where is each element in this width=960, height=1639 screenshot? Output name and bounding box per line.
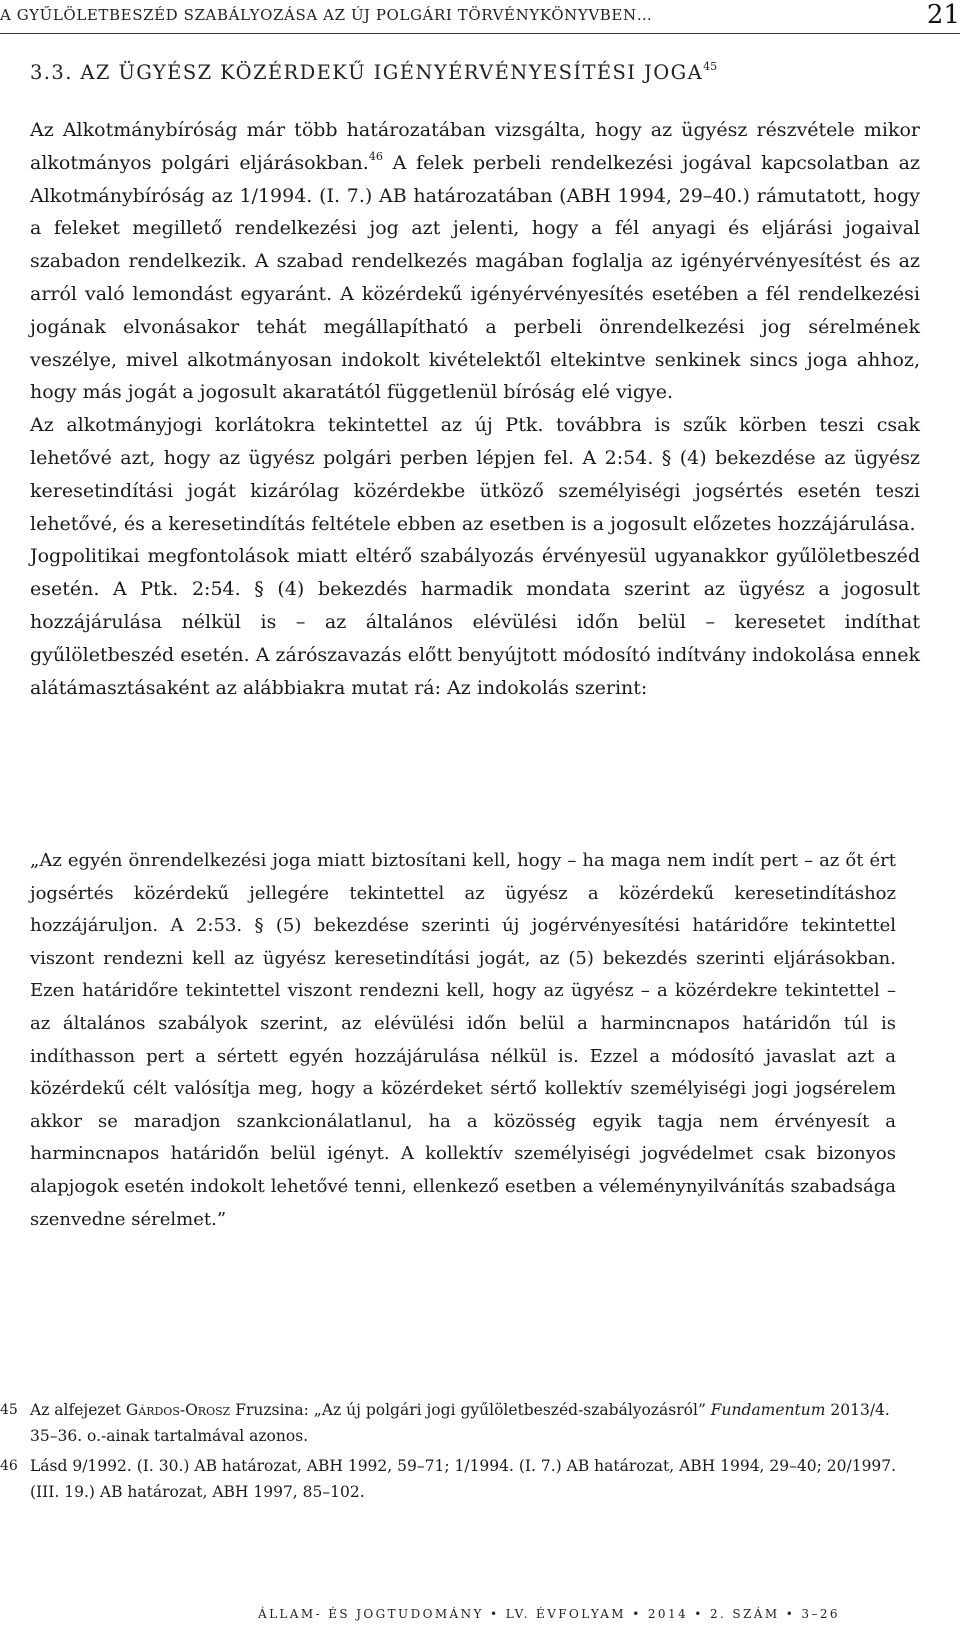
paragraph-3: Jogpolitikai megfontolások miatt eltérő szabályozás érvényesül ugyanakkor gyűlöletbeszéd esetén. A Ptk. 2:54. § (4) bekezdés harmadik mondata szerint az ügyész a jogosult hozzájárulása nélkül is – az általános elévülési időn belül – keresetet indíthat gyűlöletbeszéd esetén. A zárószavazás előtt benyújtott módosító indítvány indokolása ennek alátámasztásaként az alábbiakra mutat rá: Az indokolás szerint: [30, 545, 920, 699]
paragraph-2: Az alkotmányjogi korlátokra tekintettel az új Ptk. továbbra is szűk körben teszi csak lehetővé azt, hogy az ügyész polgári perben lépjen fel. A 2:54. § (4) bekezdése az ügyész keresetindítási jogát kizárólag közérdekbe ütköző személyiségi jogsértés esetén teszi lehetővé, és a keresetindítás feltétele ebben az esetben is a jogosult előzetes hozzájárulása. [30, 414, 920, 535]
footnote-ref-46[interactable]: 46 [368, 149, 383, 163]
footnote-number: 45 [0, 1402, 18, 1418]
footnotes [0, 1398, 920, 1510]
footnote-45-journal: Fundamentum [710, 1401, 826, 1419]
footnote-46 [0, 1454, 920, 1505]
footnote-ref-45[interactable]: 45 [703, 60, 718, 73]
footnote-text: Lásd 9/1992. (I. 30.) AB határozat, ABH 1992, 59–71; 1/1994. (I. 7.) AB határozat, ABH 1994, 29–40; 20/1997. (III. 19.) AB határozat, ABH 1997, 85–102. [30, 1457, 897, 1501]
footnote-text [30, 1398, 920, 1449]
page-header [0, 0, 960, 40]
quote-text: „Az egyén önrendelkezési joga miatt biztosítani kell, hogy – ha maga nem indít pert – az őt ért jogsértés közérdekű jellegére tekintettel az ügyész a közérdekű keresetindításhoz hozzájáruljon. A 2:53. § (5) bekezdése szerinti új jogérvényesítési határidőre tekintettel viszont rendezni kell az ügyész keresetindítási jogát, az (5) bekezdés szerinti eljárásokban. Ezen határidőre tekintettel viszont rendezni kell, hogy az ügyész – a közérdekre tekintettel – az általános szabályok szerint, az elévülési időn belül a harmincnapos határidőn túl is indíthasson pert a sértett egyén hozzájárulása nélkül is. Ezzel a módosító javaslat azt a közérdekű célt valósítja meg, hogy a közérdeket sértő kollektív személyiségi jogi jogsérelem akkor se maradjon szankcionálatlanul, ha a közösség egyik tagja nem érvényesít a harmincnapos határidőn belül igényt. A kollektív személyiségi jogvédelmet csak bizonyos alapjogok esetén indokolt lehetővé tenni, ellenkező esetben a véleménynyilvánítás szabadsága szenvedne sérelmet.” [30, 850, 896, 1230]
footnote-45 [0, 1398, 920, 1449]
section-heading [30, 60, 717, 84]
footnote-45-pre: Az alfejezet [30, 1401, 126, 1419]
paragraph-1 [30, 114, 920, 409]
page-footer: ÁLLAM- ÉS JOGTUDOMÁNY • LV. ÉVFOLYAM • 2014 • 2. SZÁM • 3–26 [258, 1607, 840, 1621]
paragraph-1-part-a: Az Alkotmánybíróság már több határozatában vizsgálta, hogy az ügyész részvétele mikor alkotmányos polgári eljárásokban. [30, 119, 920, 174]
section-title: 3.3. AZ ÜGYÉSZ KÖZÉRDEKŰ IGÉNYÉRVÉNYESÍTÉSI JOGA [30, 61, 704, 84]
running-head: A GYŰLÖLETBESZÉD SZABÁLYOZÁSA AZ ÚJ POLGÁRI TÖRVÉNYKÖNYVBEN… [0, 6, 653, 24]
block-quote [30, 845, 896, 1236]
footnote-45-title: Fruzsina: „Az új polgári jogi gyűlöletbeszéd-szabályozásról” [230, 1401, 711, 1419]
footnote-45-author: Gárdos-Orosz [125, 1401, 231, 1419]
footnote-45-post: 2013/4. 35–36. o.-ainak tartalmával azonos. [30, 1401, 890, 1445]
header-rule [0, 33, 960, 34]
footnote-number: 46 [0, 1458, 18, 1474]
page-number: 21 [926, 0, 960, 30]
body-text [30, 114, 920, 704]
paragraph-1-part-b: A felek perbeli rendelkezési jogával kapcsolatban az Alkotmánybíróság az 1/1994. (I. 7.) AB határozatában (ABH 1994, 29–40.) rámutatott, hogy a feleket megillető rendelkezési jog azt jelenti, hogy a fél anyagi és eljárási jogaival szabadon rendelkezik. A szabad rendelkezés magában foglalja az igényérvényesítést és az arról való lemondást egyaránt. A közérdekű igényérvényesítés esetében a fél rendelkezési jogának elvonásakor tehát megállapítható a perbeli önrendelkezési jog sérelmének veszélye, mivel alkotmányosan indokolt kivételektől eltekintve senkinek sincs joga ahhoz, hogy más jogát a jogosult akaratától függetlenül bíróság elé vigye. [30, 151, 920, 404]
